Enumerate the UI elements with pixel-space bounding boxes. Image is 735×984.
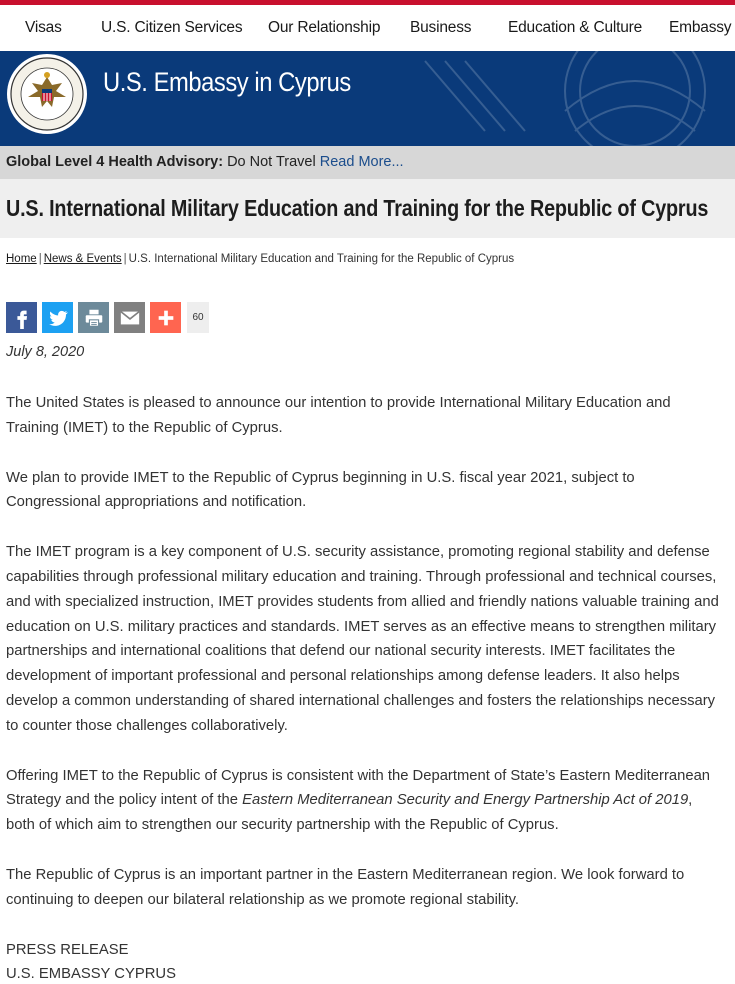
breadcrumb bbox=[6, 253, 514, 265]
advisory-text: Do Not Travel bbox=[227, 154, 316, 170]
facebook-icon bbox=[11, 307, 33, 329]
breadcrumb-separator: | bbox=[38, 253, 42, 265]
site-banner bbox=[0, 51, 735, 146]
breadcrumb-home-link[interactable]: Home bbox=[6, 253, 37, 265]
article-paragraph: The IMET program is a key component of U.S. security assistance, promoting regional stability and defense capabilities through professional military education and training. Through professional and technical courses, and with specialized instruction, IMET provides students from allied and friendly nations valuable training and education on U.S. military practices and standards. IMET serves as an effective means to strengthen military partnerships and international coalitions that defend our national security interests. IMET facilitates the development of important professional and personal relationships among defense leaders. It also helps develop a common understanding of shared international challenges and fosters the relationships necessary to counter those challenges collaboratively. bbox=[6, 544, 719, 734]
breadcrumb-news-link[interactable]: News & Events bbox=[43, 253, 122, 265]
press-release-label: PRESS RELEASE bbox=[6, 941, 129, 958]
article-body bbox=[6, 391, 722, 984]
envelope-icon bbox=[119, 307, 141, 329]
email-share-button[interactable] bbox=[114, 302, 145, 333]
nav-item-our-relationship[interactable]: Our Relationship bbox=[268, 19, 381, 36]
nav-item-embassy[interactable]: Embassy bbox=[669, 19, 732, 36]
nav-item-business[interactable]: Business bbox=[410, 19, 472, 36]
nav-item-education-culture[interactable]: Education & Culture bbox=[508, 19, 643, 36]
addthis-more-button[interactable] bbox=[150, 302, 181, 333]
paragraph-text: , both of which aim to strengthen our security partnership with the Republic of Cyprus. bbox=[6, 792, 693, 834]
site-title[interactable]: U.S. Embassy in Cyprus bbox=[103, 67, 351, 97]
publish-date: July 8, 2020 bbox=[6, 344, 85, 360]
breadcrumb-current: U.S. International Military Education and Training for the Republic of Cyprus bbox=[128, 253, 515, 265]
print-button[interactable] bbox=[78, 302, 109, 333]
article-paragraph bbox=[6, 764, 722, 838]
breadcrumb-separator: | bbox=[123, 253, 127, 265]
embassy-signature: U.S. EMBASSY CYPRUS bbox=[6, 966, 176, 983]
printer-icon bbox=[83, 307, 105, 329]
nav-item-citizen-services[interactable]: U.S. Citizen Services bbox=[101, 19, 243, 36]
facebook-share-button[interactable] bbox=[6, 302, 37, 333]
act-title-italic: Eastern Mediterranean Security and Energy Partnership Act of 2019 bbox=[242, 792, 689, 809]
banner-texture bbox=[405, 51, 735, 146]
advisory-read-more-link[interactable]: Read More... bbox=[319, 154, 404, 170]
article-footer bbox=[6, 938, 722, 984]
share-toolbar bbox=[6, 302, 209, 333]
plus-icon bbox=[155, 307, 177, 329]
page-title: U.S. International Military Education and Training for the Republic of Cyprus bbox=[6, 195, 709, 221]
article-paragraph: The United States is pleased to announce our intention to provide International Military Education and Training (IMET) to the Republic of Cyprus. bbox=[6, 395, 671, 436]
article-paragraph: The Republic of Cyprus is an important partner in the Eastern Mediterranean region. We look forward to continuing to deepen our bilateral relationship as we promote regional stability. bbox=[6, 866, 685, 908]
paragraph-text: Offering IMET to the Republic of Cyprus is consistent with the Department of State’s Eastern Mediterranean Strategy and the policy intent of the bbox=[6, 767, 711, 809]
page-title-bar bbox=[0, 179, 735, 238]
nav-item-visas[interactable]: Visas bbox=[25, 19, 62, 36]
article-paragraph: We plan to provide IMET to the Republic of Cyprus beginning in U.S. fiscal year 2021, subject to Congressional appropriations and notification. bbox=[6, 469, 635, 511]
state-department-seal-logo[interactable] bbox=[6, 53, 88, 135]
twitter-icon bbox=[47, 307, 69, 329]
share-count: 60 bbox=[187, 302, 209, 333]
main-navigation bbox=[0, 5, 735, 51]
twitter-share-button[interactable] bbox=[42, 302, 73, 333]
advisory-label: Global Level 4 Health Advisory: bbox=[6, 154, 224, 170]
health-advisory-bar bbox=[0, 146, 735, 179]
